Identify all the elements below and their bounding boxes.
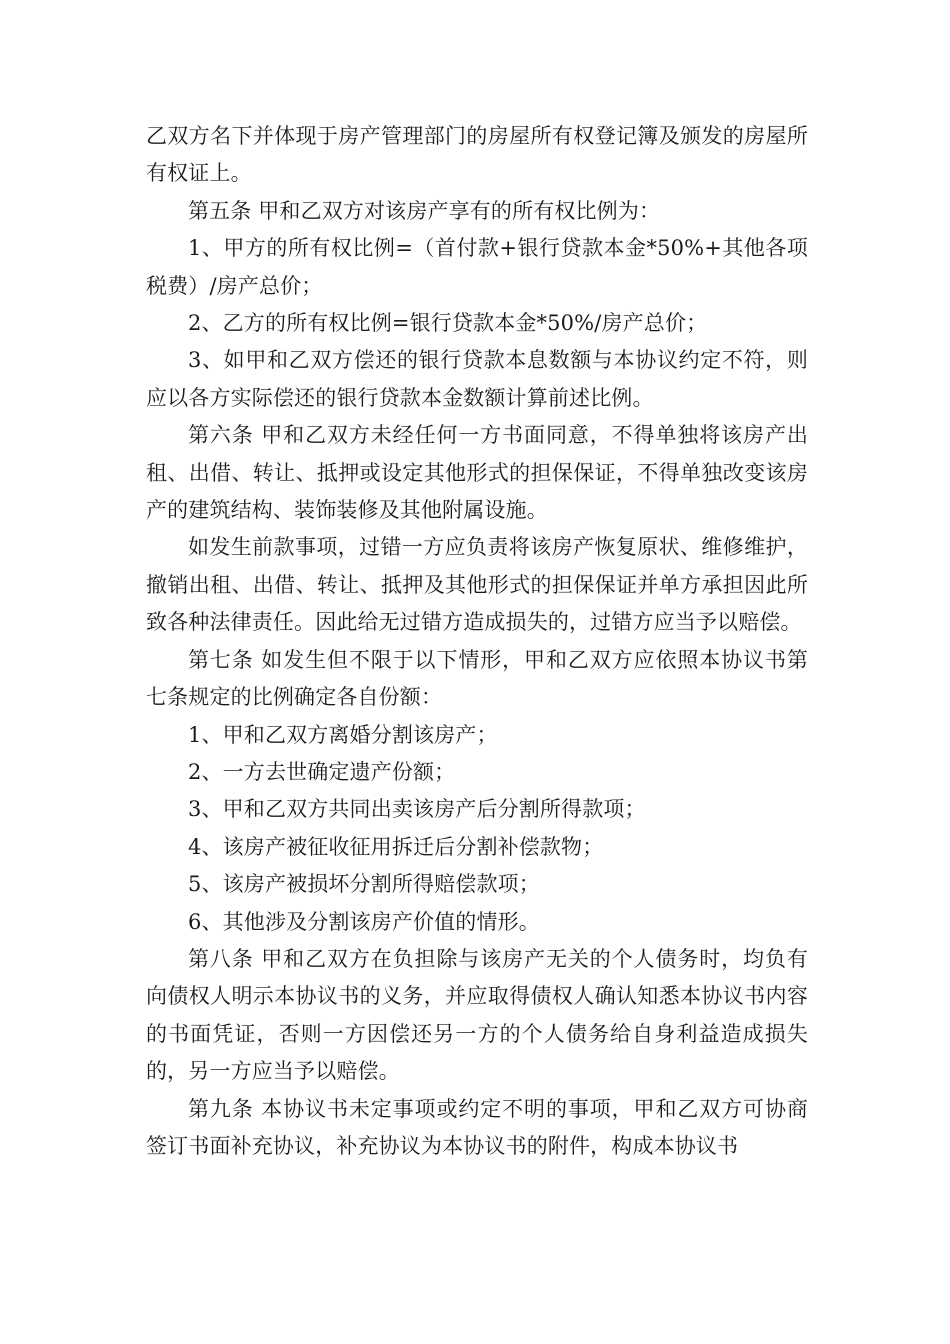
document-paragraph: 6、其他涉及分割该房产价值的情形。: [188, 909, 540, 934]
document-paragraph: 3、甲和乙双方共同出卖该房产后分割所得款项；: [188, 797, 646, 822]
document-paragraph: 第五条 甲和乙双方对该房产享有的所有权比例为：: [188, 198, 661, 223]
document-paragraph: 第九条 本协议书未定事项或约定不明的事项，甲和乙双方可协商签订书面补充协议，补充协议为本协议书的附件，构成本协议书: [146, 1096, 808, 1158]
document-paragraph: 3、如甲和乙双方偿还的银行贷款本息数额与本协议约定不符，则应以各方实际偿还的银行贷款本金数额计算前述比例。: [146, 348, 808, 410]
document-paragraph: 4、该房产被征收征用拆迁后分割补偿款物；: [188, 834, 604, 859]
document-body: [146, 118, 808, 1165]
document-paragraph: 第六条 甲和乙双方未经任何一方书面同意，不得单独将该房产出租、出借、转让、抵押或设定其他形式的担保保证，不得单独改变该房产的建筑结构、装饰装修及其他附属设施。: [146, 423, 808, 523]
document-paragraph: 第八条 甲和乙双方在负担除与该房产无关的个人债务时，均负有向债权人明示本协议书的义务，并应取得债权人确认知悉本协议书内容的书面凭证，否则一方因偿还另一方的个人债务给自身利益造成损失的，另一方应当予以赔偿。: [146, 946, 808, 1084]
document-paragraph: 第七条 如发生但不限于以下情形，甲和乙双方应依照本协议书第七条规定的比例确定各自份额：: [146, 647, 808, 710]
document-paragraph: 乙双方名下并体现于房产管理部门的房屋所有权登记簿及颁发的房屋所有权证上。: [146, 124, 808, 186]
document-paragraph: 如发生前款事项，过错一方应负责将该房产恢复原状、维修维护，撤销出租、出借、转让、抵押及其他形式的担保保证并单方承担因此所致各种法律责任。因此给无过错方造成损失的，过错方应当予以赔偿。: [146, 535, 808, 635]
document-paragraph: 1、甲和乙双方离婚分割该房产；: [188, 722, 498, 747]
document-paragraph: 2、一方去世确定遗产份额；: [188, 759, 456, 784]
document-paragraph: 2、乙方的所有权比例=银行贷款本金*50%/房产总价；: [188, 311, 708, 336]
document-paragraph: 5、该房产被损坏分割所得赔偿款项；: [188, 872, 540, 897]
document-paragraph: 1、甲方的所有权比例=（首付款+银行贷款本金*50%+其他各项税费）/房产总价；: [146, 236, 808, 298]
